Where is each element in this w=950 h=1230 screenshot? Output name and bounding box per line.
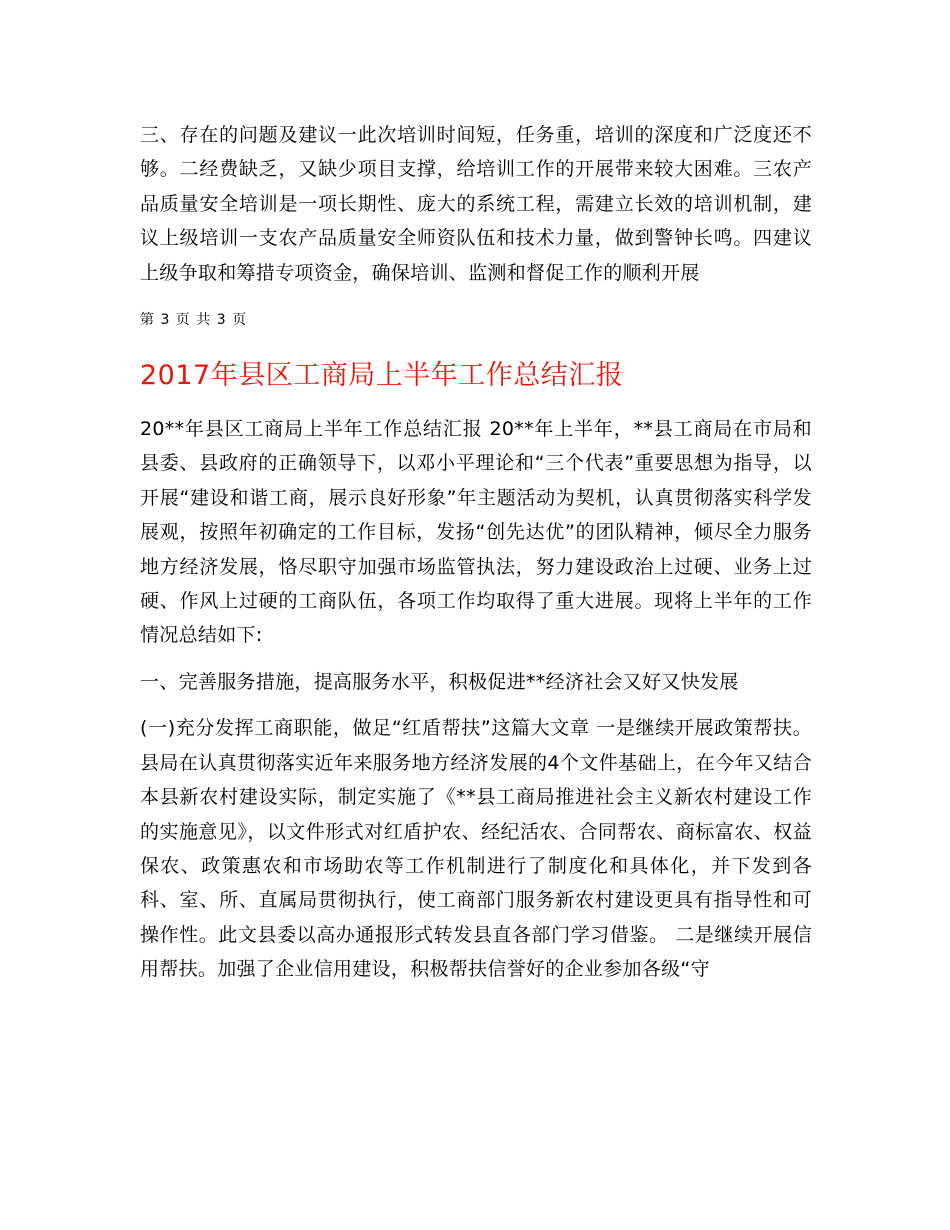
section-heading-1: 一、完善服务措施，提高服务水平，积极促进**经济社会又好又快发展: [140, 670, 739, 693]
page-footer: 第 3 页 共 3 页: [140, 312, 248, 329]
body-paragraph-1: (一)充分发挥工商职能，做足“红盾帮扶”这篇大文章 一是继续开展政策帮扶。县局在认真贯彻落实近年来服务地方经济发展的4个文件基础上，在今年又结合本县新农村建设实际，制定实施了《**县工商局推进社会主义新农村建设工作的实施意见》，以文件形式对红盾护农、经纪活农、合同帮农、商标富农、权益保农、政策惠农和市场助农等工作机制进行了制度化和具体化，并下发到各科、室、所、直属局贯彻执行，使工商部门服务新农村建设更具有指导性和可操作性。此文县委以高办通报形式转发县直各部门学习借鉴。 二是继续开展信用帮扶。加强了企业信用建设，积极帮扶信誉好的企业参加各级“守: [140, 717, 812, 981]
document-page: [140, 118, 812, 987]
previous-section-paragraph: 三、存在的问题及建议一此次培训时间短，任务重，培训的深度和广泛度还不够。二经费缺乏，又缺少项目支撑，给培训工作的开展带来较大困难。三农产品质量安全培训是一项长期性、庞大的系统工程，需建立长效的培训机制，建议上级培训一支农产品质量安全师资队伍和技术力量，做到警钟长鸣。四建议上级争取和筹措专项资金，确保培训、监测和督促工作的顺利开展: [140, 124, 812, 284]
document-title: 2017年县区工商局上半年工作总结汇报: [140, 360, 624, 392]
intro-paragraph: 20**年县区工商局上半年工作总结汇报 20**年上半年，**县工商局在市局和县委、县政府的正确领导下，以邓小平理论和“三个代表”重要思想为指导，以开展“建设和谐工商，展示良好形象”年主题活动为契机，认真贯彻落实科学发展观，按照年初确定的工作目标，发扬“创先达优”的团队精神，倾尽全力服务地方经济发展，恪尽职守加强市场监管执法，努力建设政治上过硬、业务上过硬、作风上过硬的工商队伍，各项工作均取得了重大进展。现将上半年的工作情况总结如下:: [140, 418, 812, 647]
